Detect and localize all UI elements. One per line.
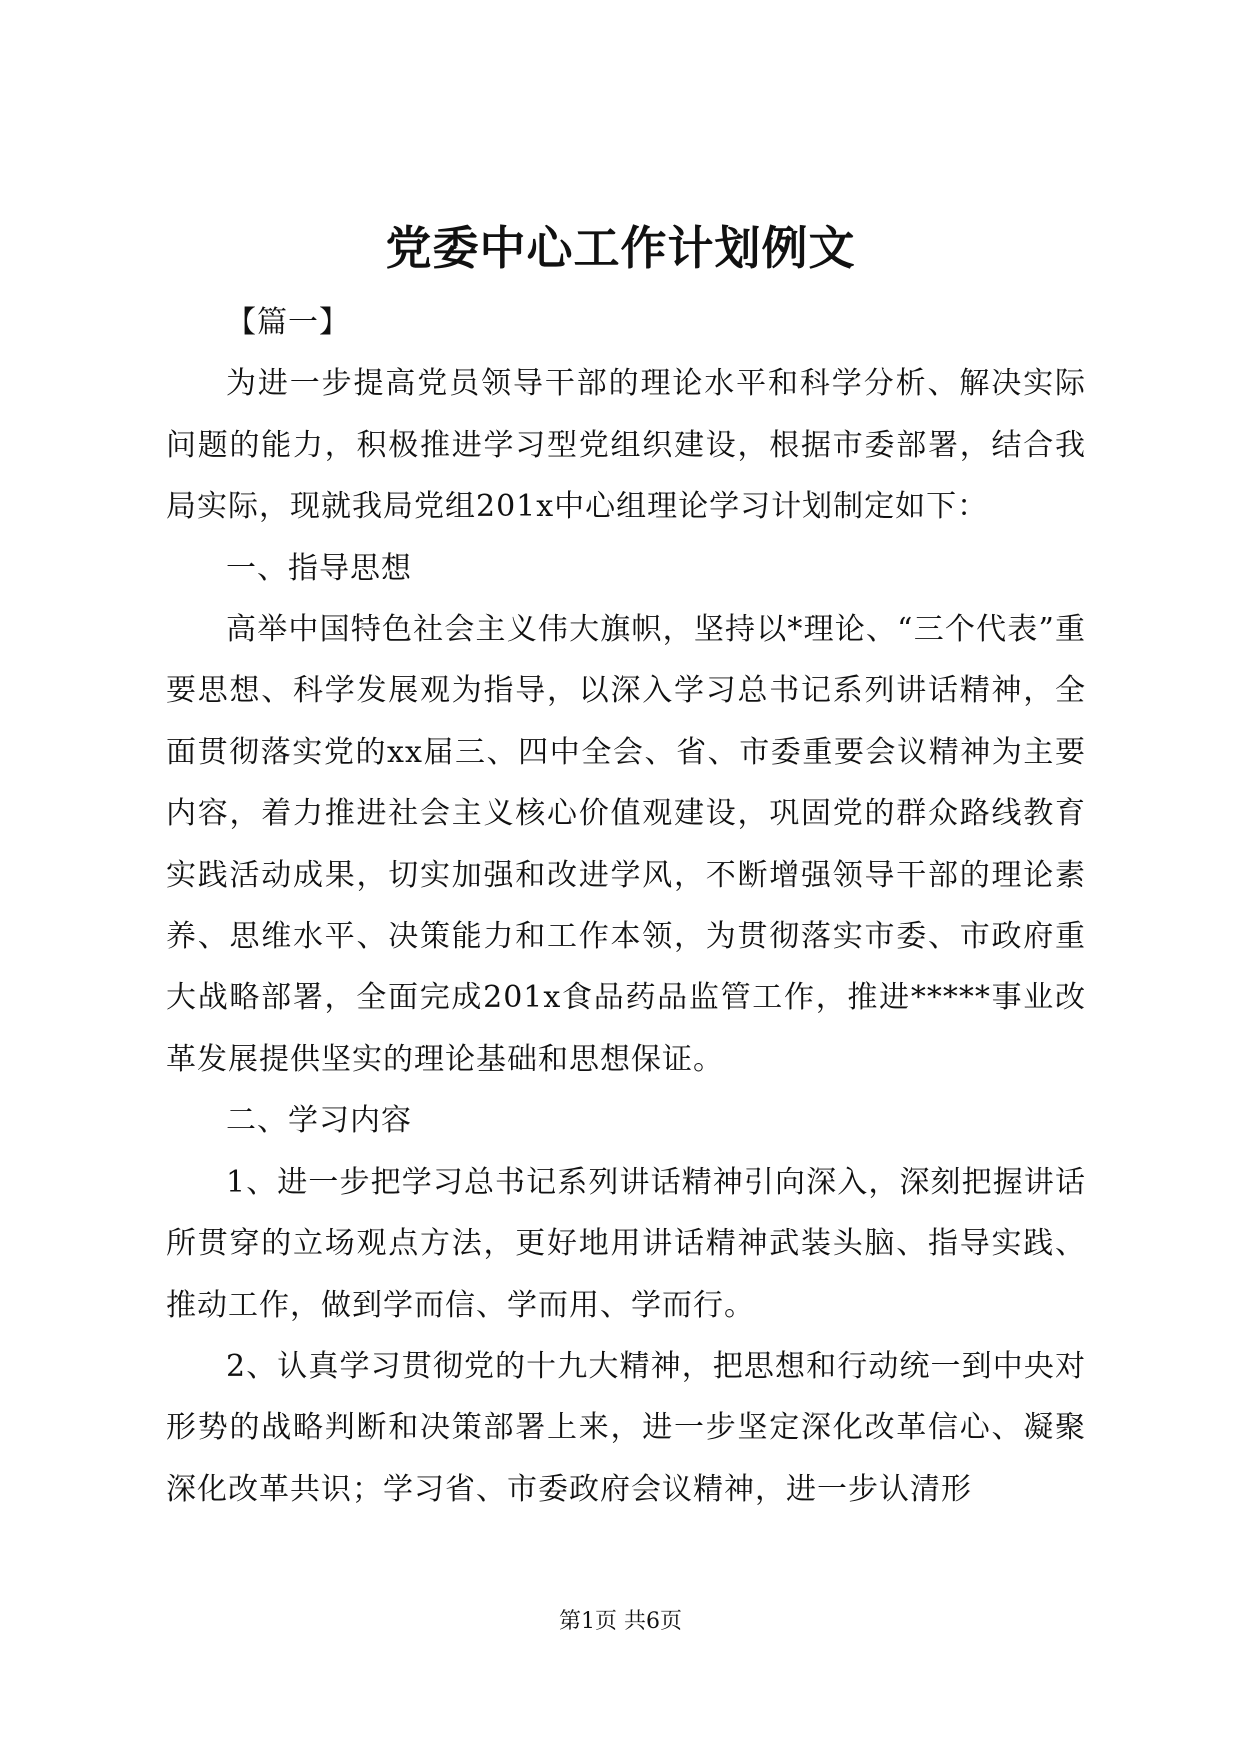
intro-paragraph: 为进一步提高党员领导干部的理论水平和科学分析、解决实际问题的能力，积极推进学习型党组织建设，根据市委部署，结合我局实际，现就我局党组201x中心组理论学习计划制定如下： [166,366,1086,525]
document-title: 党委中心工作计划例文 [385,221,856,275]
paragraph-guiding-ideology: 高举中国特色社会主义伟大旗帜，坚持以*理论、“三个代表”重要思想、科学发展观为指导，以深入学习总书记系列讲话精神，全面贯彻落实党的xx届三、四中全会、省、市委重要会议精神为主要内容，着力推进社会主义核心价值观建设，巩固党的群众路线教育实践活动成果，切实加强和改进学风，不断增强领导干部的理论素养、思维水平、决策能力和工作本领，为贯彻落实市委、市政府重大战略部署，全面完成201x食品药品监管工作，推进*****事业改革发展提供坚实的理论基础和思想保证。 [166,612,1086,1077]
heading-study-content: 二、学习内容 [226,1103,412,1139]
heading-guiding-ideology: 一、指导思想 [226,550,412,586]
study-item-2: 2、认真学习贯彻党的十九大精神，把思想和行动统一到中央对形势的战略判断和决策部署上来，进一步坚定深化改革信心、凝聚深化改革共识；学习省、市委政府会议精神，进一步认清形 [166,1348,1086,1507]
page-footer: 第1页 共6页 [559,1609,682,1634]
document-body [166,292,1086,1520]
section-label: 【篇一】 [226,305,350,340]
study-item-1: 1、进一步把学习总书记系列讲话精神引向深入，深刻把握讲话所贯穿的立场观点方法，更好地用讲话精神武装头脑、指导实践、推动工作，做到学而信、学而用、学而行。 [166,1164,1086,1323]
